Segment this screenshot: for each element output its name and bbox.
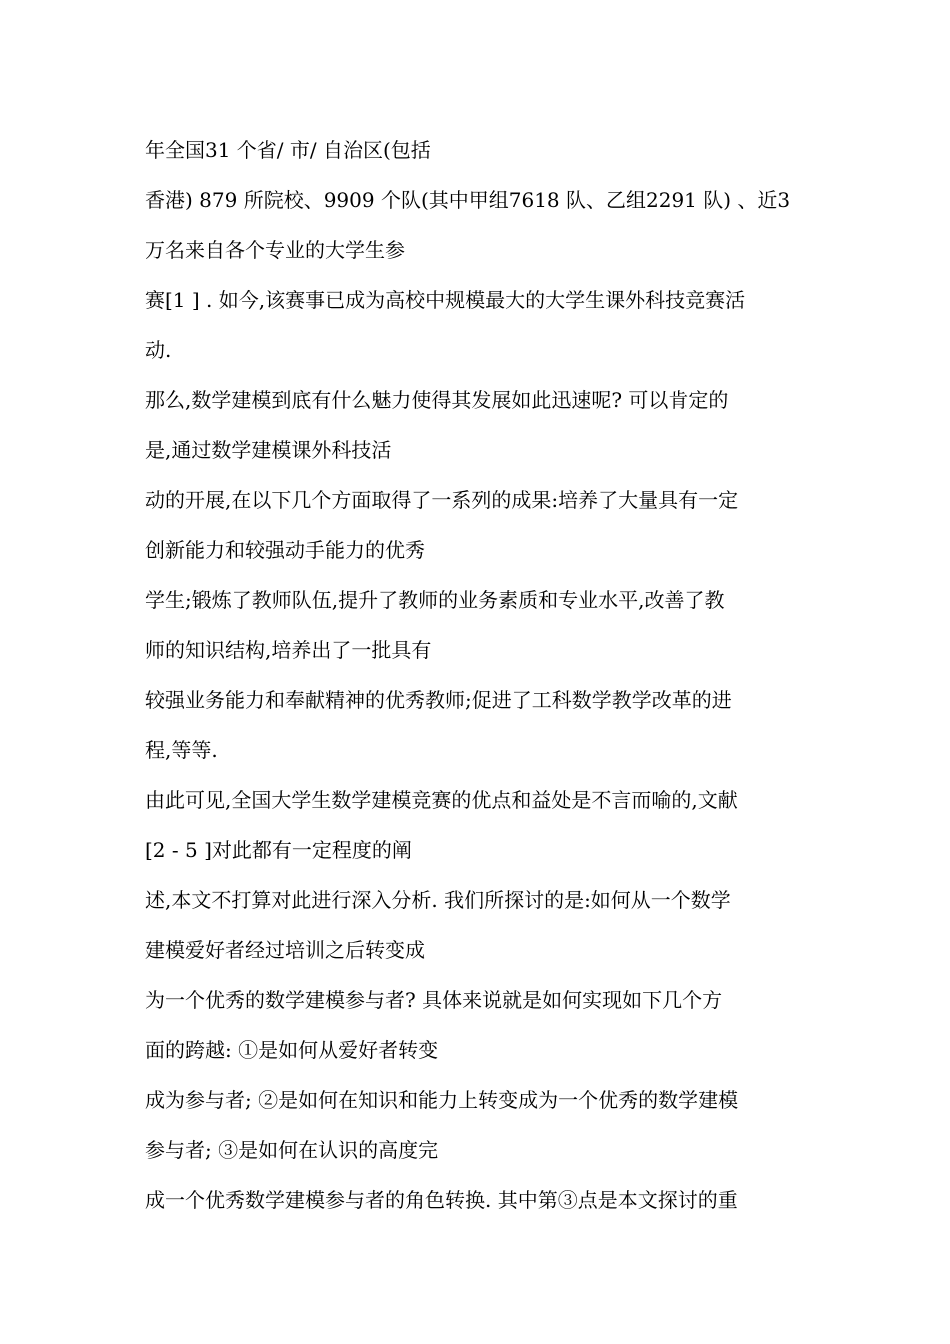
text-line: 年全国31 个省/ 市/ 自治区(包括 [145, 138, 431, 162]
text-line: 述,本文不打算对此进行深入分析. 我们所探讨的是:如何从一个数学 [145, 888, 731, 912]
text-line: 万名来自各个专业的大学生参 [145, 238, 405, 262]
text-line: 师的知识结构,培养出了一批具有 [145, 638, 432, 662]
text-line: 成一个优秀数学建模参与者的角色转换. 其中第③点是本文探讨的重 [145, 1188, 738, 1212]
text-line: 面的跨越: ①是如何从爱好者转变 [145, 1038, 439, 1062]
text-line: 由此可见,全国大学生数学建模竞赛的优点和益处是不言而喻的,文献 [145, 788, 738, 812]
text-line: 是,通过数学建模课外科技活 [145, 438, 392, 462]
text-line: 为一个优秀的数学建模参与者? 具体来说就是如何实现如下几个方 [145, 988, 723, 1012]
text-line: 较强业务能力和奉献精神的优秀教师;促进了工科数学教学改革的进 [145, 688, 732, 712]
body-text [145, 130, 810, 1230]
text-line: [2 - 5 ]对此都有一定程度的阐 [145, 838, 412, 862]
text-line: 动的开展,在以下几个方面取得了一系列的成果:培养了大量具有一定 [145, 488, 739, 512]
text-line: 建模爱好者经过培训之后转变成 [145, 938, 425, 962]
text-line: 动. [145, 338, 172, 362]
text-line: 成为参与者; ②是如何在知识和能力上转变成为一个优秀的数学建模 [145, 1088, 739, 1112]
text-line: 那么,数学建模到底有什么魅力使得其发展如此迅速呢? 可以肯定的 [145, 388, 729, 412]
text-line: 香港) 879 所院校、9909 个队(其中甲组7618 队、乙组2291 队) 、近3 [145, 188, 791, 212]
text-line: 赛[1 ] . 如今,该赛事已成为高校中规模最大的大学生课外科技竞赛活 [145, 288, 746, 312]
text-line: 学生;锻炼了教师队伍,提升了教师的业务素质和专业水平,改善了教 [145, 588, 725, 612]
text-line: 程,等等. [145, 738, 218, 762]
text-line: 参与者; ③是如何在认识的高度完 [145, 1138, 439, 1162]
text-line: 创新能力和较强动手能力的优秀 [145, 538, 425, 562]
